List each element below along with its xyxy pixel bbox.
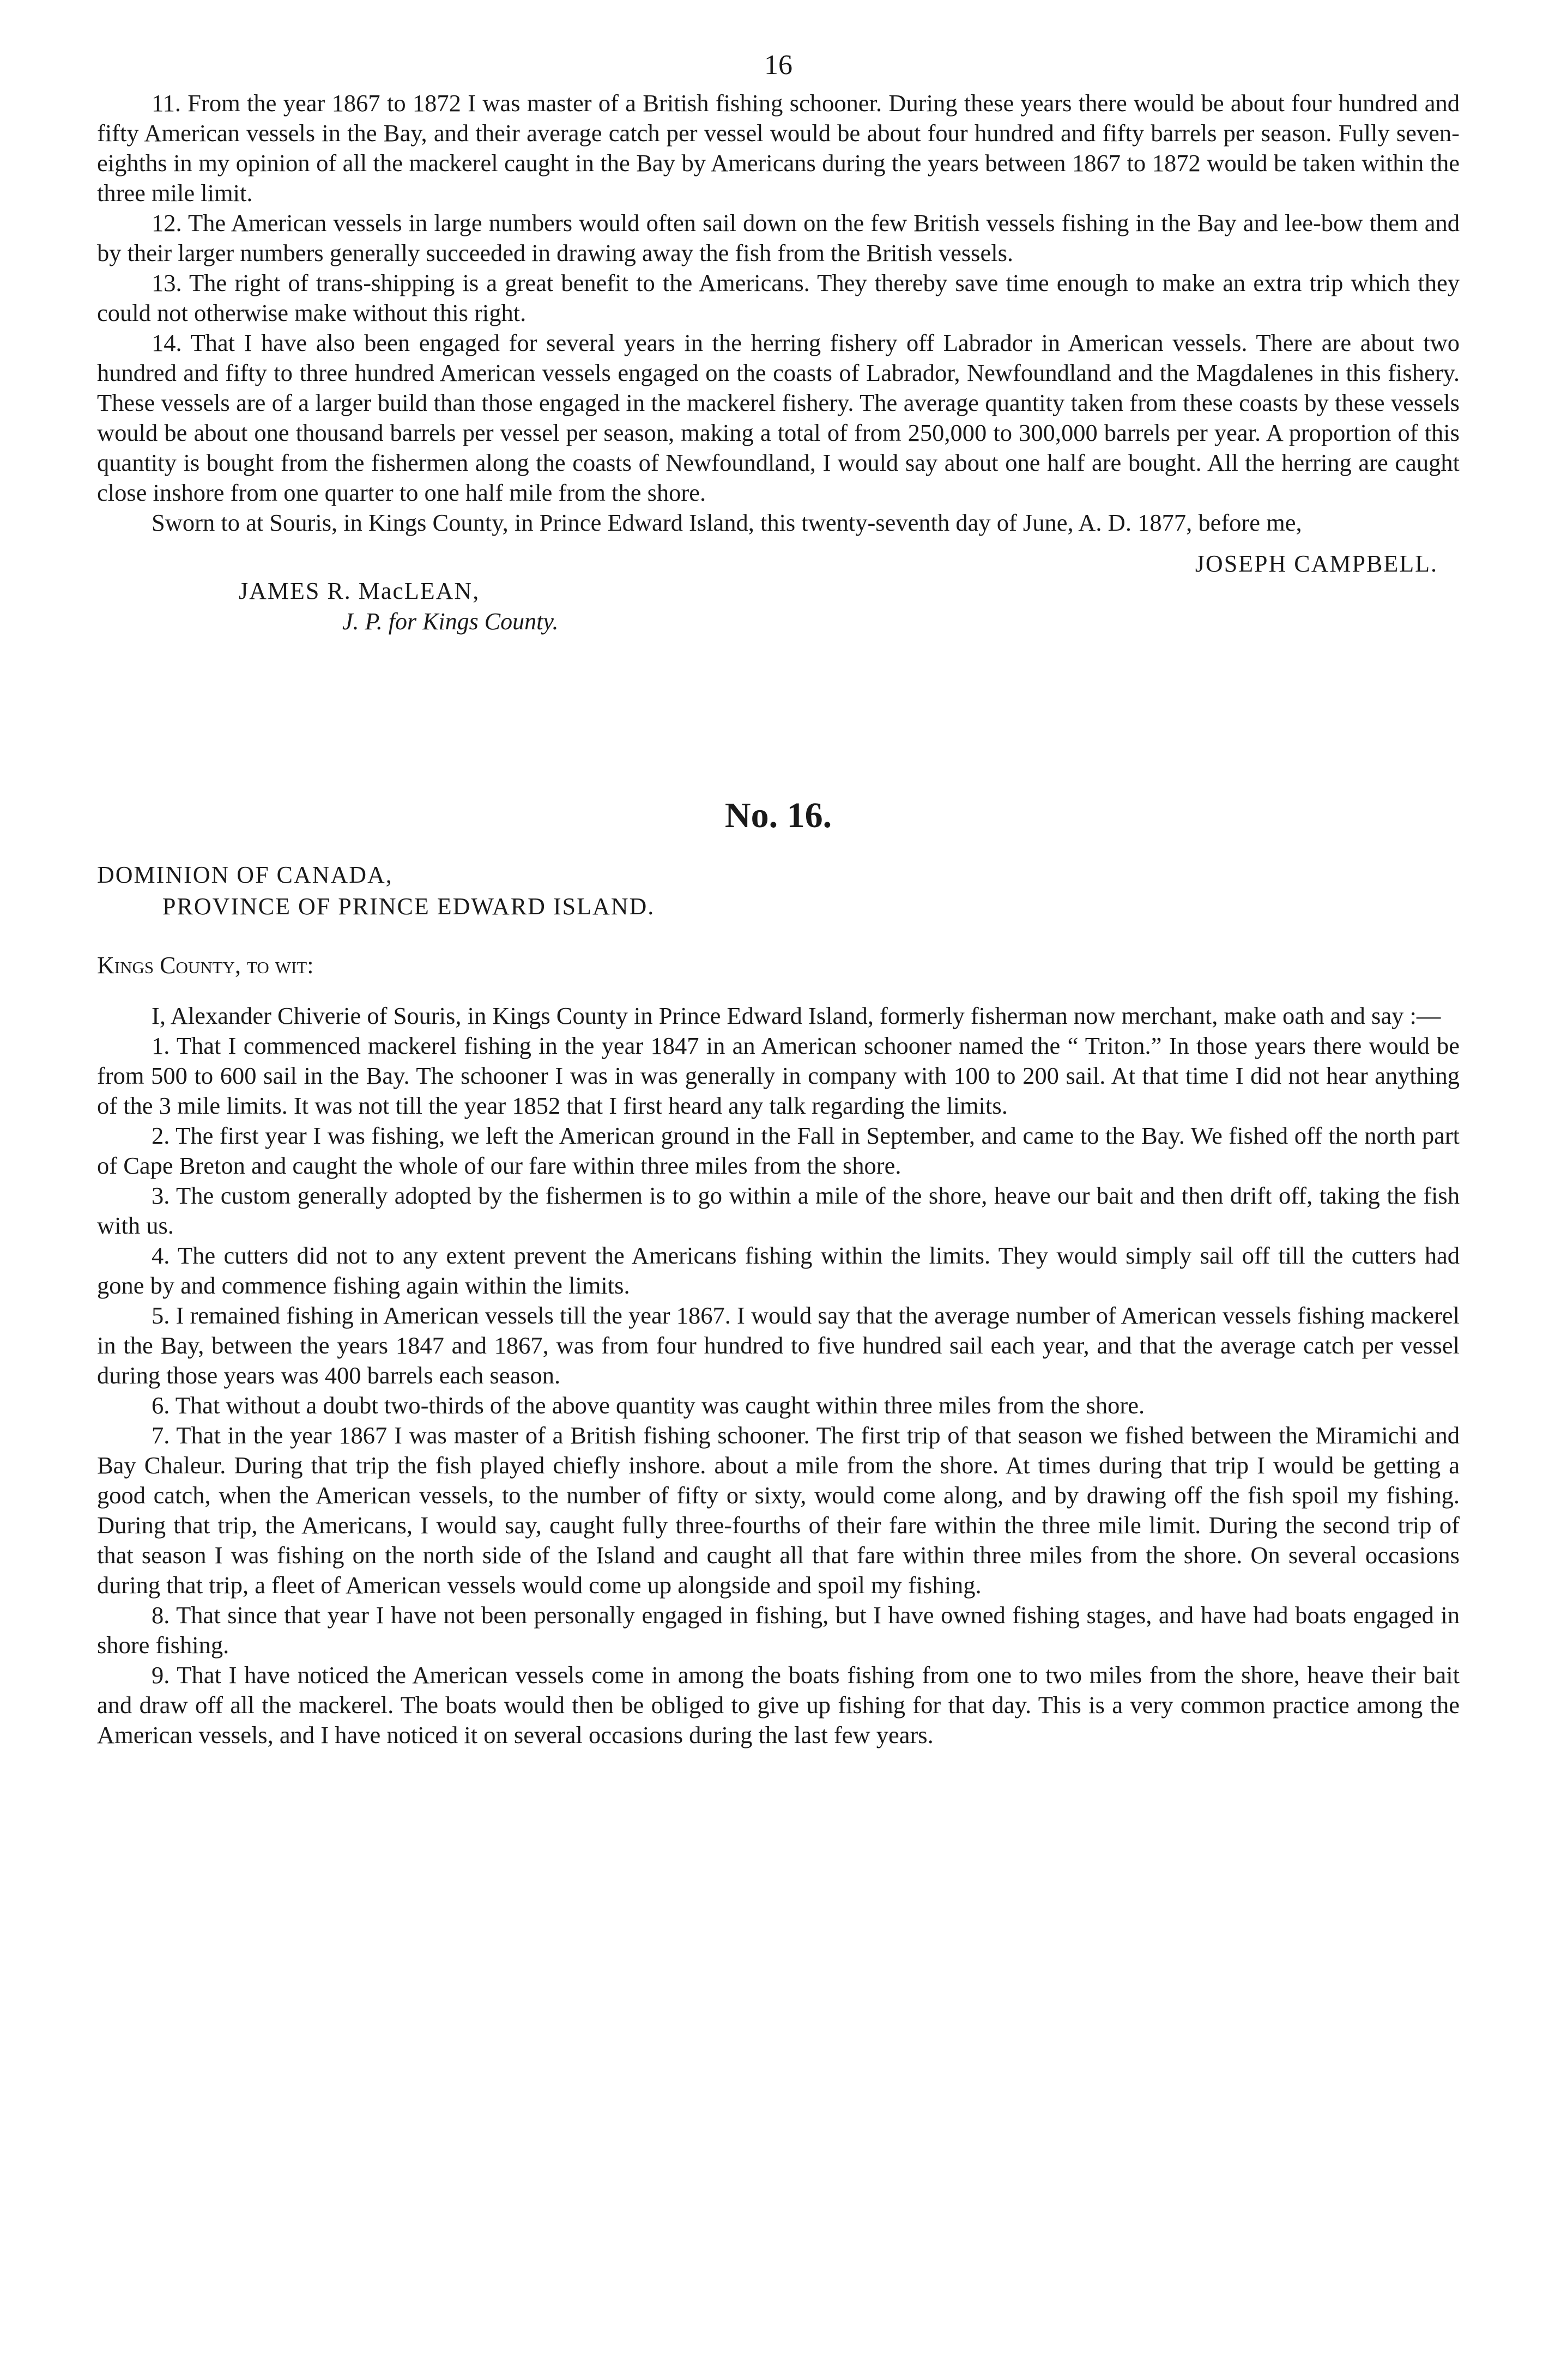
paragraph-11: 11. From the year 1867 to 1872 I was master of a British fishing schooner. During these years there would be about four hundred and fifty American vessels in the Bay, and their average catch per vessel would be about four hundred and fifty barrels per season. Fully seven-eighths in my opinion of all the mackerel caught in the Bay by Americans during the years between 1867 to 1872 would be taken within the three mile limit. [97,89,1460,207]
paragraph-7: 7. That in the year 1867 I was master of a British fishing schooner. The first trip of that season we fished between the Miramichi and Bay Chaleur. During that trip the fish played chiefly inshore. about a mile from the shore. At times during that trip I would be getting a good catch, when the American vessels, to the number of fifty or sixty, would come along, and by drawing off the fish spoil my fishing. During that trip, the Americans, I would say, caught fully three-fourths of their fare within the three mile limit. During the second trip of that season I was fishing on the north side of the Island and caught all that fare within three miles from the shore. On several occasions during that trip, a fleet of American vessels would come up alongside and spoil my fishing. [97,1422,1460,1599]
document-page [97,38,1460,1750]
paragraph-9: 9. That I have noticed the American vessels come in among the boats fishing from one to two miles from the shore, heave their bait and draw off all the mackerel. The boats would then be obliged to give up fishing for that day. This is a very common practice among the American vessels, and I have noticed it on several occasions during the last few years. [97,1661,1460,1748]
paragraph-13: 13. The right of trans-shipping is a great benefit to the Americans. They thereby save time enough to make an extra trip which they could not otherwise make without this right. [97,269,1460,326]
province-line: PROVINCE OF PRINCE EDWARD ISLAND. [162,893,655,920]
paragraph-3: 3. The custom generally adopted by the fishermen is to go within a mile of the shore, heave our bait and then drift off, taking the fish with us. [97,1182,1460,1239]
deponent-signature: JOSEPH CAMPBELL. [1195,550,1438,577]
paragraph-14: 14. That I have also been engaged for several years in the herring fishery off Labrador in American vessels. There are about two hundred and fifty to three hundred American vessels engaged on the coasts of Labrador, Newfoundland and the Magdalenes in this fishery. These vessels are of a larger build than those engaged in the mackerel fishery. The average quantity taken from these coasts by these vessels would be about one thousand barrels per vessel per season, making a total of from 250,000 to 300,000 barrels per year. A proportion of this quantity is bought from the fishermen along the coasts of Newfoundland, I would say about one half are bought. All the herring are caught close inshore from one quarter to one half mile from the shore. [97,329,1460,506]
justice-title: J. P. for Kings County. [342,608,559,635]
paragraph-1: 1. That I commenced mackerel fishing in the year 1847 in an American schooner named the “ Triton.” In those years there would be from 500 to 600 sail in the Bay. The schooner I was in was generally in company with 100 to 200 sail. At that time I did not hear anything of the 3 mile limits. It was not till the year 1852 that I first heard any talk regarding the limits. [97,1032,1460,1119]
dominion-line: DOMINION OF CANADA, [97,861,393,888]
deponent-intro: I, Alexander Chiverie of Souris, in Kings County in Prince Edward Island, formerly fisherman now merchant, make oath and say :— [152,1002,1441,1029]
paragraph-4: 4. The cutters did not to any extent prevent the Americans fishing within the limits. They would simply sail off till the cutters had gone by and commence fishing again within the limits. [97,1242,1460,1299]
paragraph-12: 12. The American vessels in large numbers would often sail down on the few British vessels fishing in the Bay and lee-bow them and by their larger numbers generally succeeded in drawing away the fish from the British vessels. [97,209,1460,266]
paragraph-5: 5. I remained fishing in American vessels till the year 1867. I would say that the average number of American vessels fishing mackerel in the Bay, between the years 1847 and 1867, was from four hundred to five hundred sail each year, and that the average catch per vessel during those years was 400 barrels each season. [97,1302,1460,1389]
county-line: Kings County, to wit: [97,952,314,979]
page-number: 16 [764,50,792,81]
signature-block [97,538,1460,679]
paragraph-6: 6. That without a doubt two-thirds of the above quantity was caught within three miles from the shore. [152,1392,1145,1419]
justice-signature: JAMES R. MacLEAN, [239,578,480,604]
paragraph-8: 8. That since that year I have not been personally engaged in fishing, but I have owned fishing stages, and have had boats engaged in shore fishing. [97,1601,1460,1659]
sworn-statement: Sworn to at Souris, in Kings County, in Prince Edward Island, this twenty-seventh day of June, A. D. 1877, before me, [152,509,1302,536]
affidavit-heading: No. 16. [724,796,832,835]
paragraph-2: 2. The first year I was fishing, we left the American ground in the Fall in September, and came to the Bay. We fished off the north part of Cape Breton and caught the whole of our fare within three miles from the shore. [97,1122,1460,1179]
